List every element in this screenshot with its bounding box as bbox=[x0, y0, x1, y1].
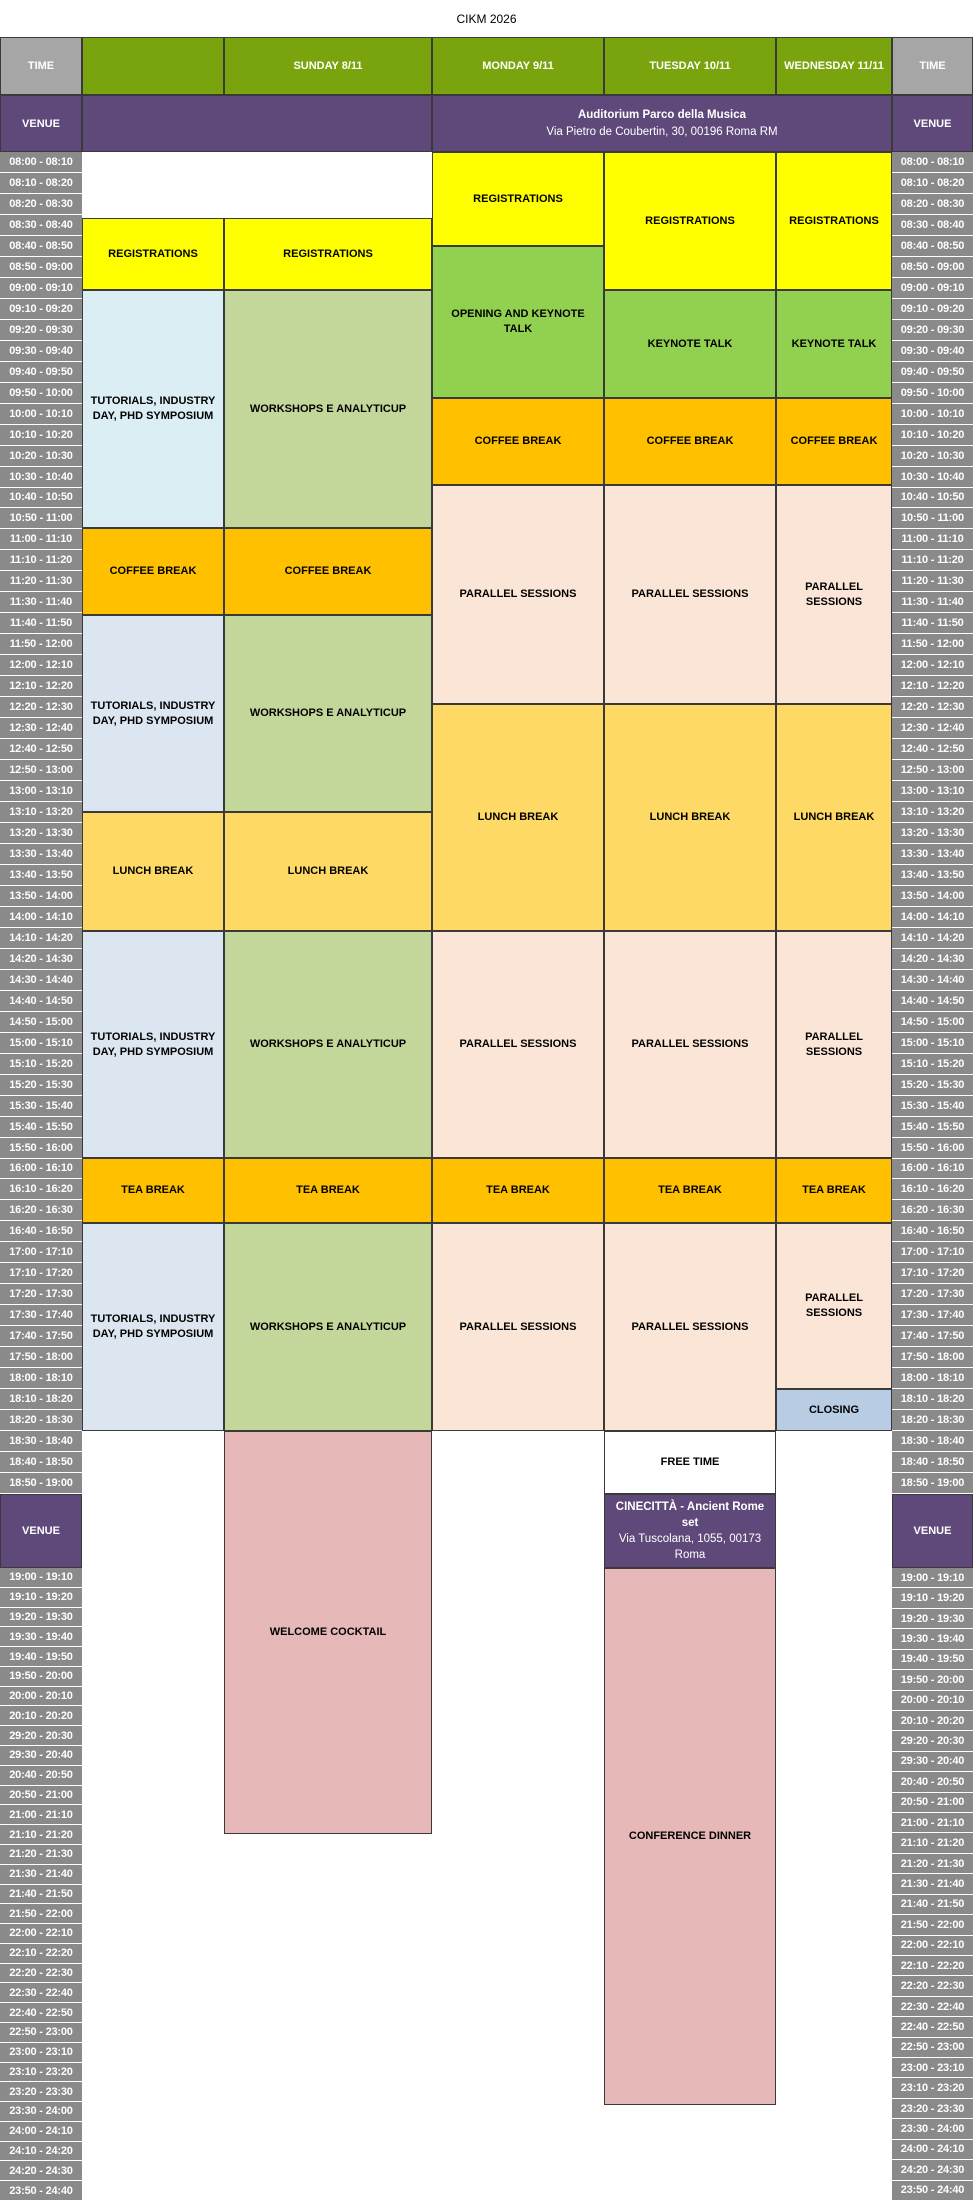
time-slot: 17:40 - 17:50 bbox=[892, 1326, 973, 1347]
mon-tea-break: TEA BREAK bbox=[432, 1158, 604, 1223]
sun-workshops-2: WORKSHOPS E ANALYTICUP bbox=[224, 615, 432, 812]
mon-parallel-2: PARALLEL SESSIONS bbox=[432, 931, 604, 1158]
wed-parallel-1: PARALLEL SESSIONS bbox=[776, 485, 892, 704]
time-slot: 09:50 - 10:00 bbox=[0, 383, 82, 404]
venue-empty-weekend bbox=[82, 95, 432, 152]
time-slot: 13:00 - 13:10 bbox=[892, 781, 973, 802]
time-slot: 10:20 - 10:30 bbox=[0, 446, 82, 467]
time-slot: 23:30 - 24:00 bbox=[0, 2102, 82, 2122]
tue-parallel-2: PARALLEL SESSIONS bbox=[604, 931, 776, 1158]
time-slot: 14:10 - 14:20 bbox=[0, 928, 82, 949]
mon-coffee-break: COFFEE BREAK bbox=[432, 398, 604, 485]
venue-main-address: Via Pietro de Coubertin, 30, 00196 Roma RM bbox=[546, 125, 778, 138]
venue-main bbox=[432, 95, 892, 152]
time-slot: 09:40 - 09:50 bbox=[892, 362, 973, 383]
header-day-monday: MONDAY 9/11 bbox=[432, 37, 604, 95]
time-slot: 15:30 - 15:40 bbox=[892, 1096, 973, 1117]
time-slot: 11:00 - 11:10 bbox=[0, 529, 82, 550]
time-slot: 18:30 - 18:40 bbox=[892, 1431, 973, 1452]
time-slot: 09:30 - 09:40 bbox=[0, 341, 82, 362]
time-slot: 09:00 - 09:10 bbox=[0, 278, 82, 299]
time-slot: 22:40 - 22:50 bbox=[0, 2003, 82, 2023]
time-slot: 11:30 - 11:40 bbox=[892, 592, 973, 613]
time-slot: 14:50 - 15:00 bbox=[0, 1012, 82, 1033]
time-slot: 22:00 - 22:10 bbox=[0, 1924, 82, 1944]
time-slot: 09:20 - 09:30 bbox=[0, 320, 82, 341]
time-slot: 21:30 - 21:40 bbox=[0, 1865, 82, 1885]
wed-tea-break: TEA BREAK bbox=[776, 1158, 892, 1223]
time-slot: 16:10 - 16:20 bbox=[892, 1179, 973, 1200]
time-slot: 12:20 - 12:30 bbox=[0, 697, 82, 718]
time-slot: 16:40 - 16:50 bbox=[892, 1221, 973, 1242]
time-slot: 24:20 - 24:30 bbox=[0, 2161, 82, 2181]
time-slot: 13:00 - 13:10 bbox=[0, 781, 82, 802]
time-slot: 08:30 - 08:40 bbox=[0, 215, 82, 236]
time-slot: 22:50 - 23:00 bbox=[892, 2038, 973, 2058]
header-day-saturday bbox=[82, 37, 224, 95]
time-slot: 13:50 - 14:00 bbox=[0, 886, 82, 907]
time-slot: 24:00 - 24:10 bbox=[892, 2140, 973, 2160]
tue-parallel-1: PARALLEL SESSIONS bbox=[604, 485, 776, 704]
time-slot: 14:20 - 14:30 bbox=[0, 949, 82, 970]
time-slot: 14:50 - 15:00 bbox=[892, 1012, 973, 1033]
time-slot: 08:20 - 08:30 bbox=[0, 194, 82, 215]
time-slot: 14:40 - 14:50 bbox=[892, 991, 973, 1012]
time-slot: 13:40 - 13:50 bbox=[892, 865, 973, 886]
time-slot: 15:00 - 15:10 bbox=[0, 1033, 82, 1054]
blank-early-weekend bbox=[82, 152, 432, 218]
time-slot: 18:20 - 18:30 bbox=[0, 1410, 82, 1431]
venue-dinner-name: CINECITTÀ - Ancient Rome set bbox=[615, 1501, 765, 1529]
time-slot: 11:40 - 11:50 bbox=[0, 613, 82, 634]
time-slot: 16:10 - 16:20 bbox=[0, 1179, 82, 1200]
time-slot: 10:10 - 10:20 bbox=[892, 425, 973, 446]
tue-tea-break: TEA BREAK bbox=[604, 1158, 776, 1223]
time-slot: 18:00 - 18:10 bbox=[0, 1368, 82, 1389]
time-slot: 14:30 - 14:40 bbox=[892, 970, 973, 991]
time-slot: 21:50 - 22:00 bbox=[892, 1915, 973, 1935]
time-slot: 15:50 - 16:00 bbox=[892, 1138, 973, 1159]
sat-lunch-break: LUNCH BREAK bbox=[82, 812, 224, 931]
time-slot: 19:20 - 19:30 bbox=[0, 1608, 82, 1628]
time-slot: 14:00 - 14:10 bbox=[892, 907, 973, 928]
time-slot: 10:40 - 10:50 bbox=[0, 488, 82, 509]
wed-lunch-break: LUNCH BREAK bbox=[776, 704, 892, 931]
time-slot: 20:00 - 20:10 bbox=[0, 1687, 82, 1707]
time-slot: 14:00 - 14:10 bbox=[0, 907, 82, 928]
time-slot: 17:30 - 17:40 bbox=[892, 1305, 973, 1326]
time-slot: 19:20 - 19:30 bbox=[892, 1609, 973, 1629]
time-slot: 10:20 - 10:30 bbox=[892, 446, 973, 467]
time-slot: 19:10 - 19:20 bbox=[0, 1588, 82, 1608]
time-slot: 08:50 - 09:00 bbox=[892, 257, 973, 278]
time-slot: 17:50 - 18:00 bbox=[0, 1347, 82, 1368]
time-slot: 12:00 - 12:10 bbox=[892, 655, 973, 676]
tue-lunch-break: LUNCH BREAK bbox=[604, 704, 776, 931]
wed-parallel-2: PARALLEL SESSIONS bbox=[776, 931, 892, 1158]
time-slot: 16:20 - 16:30 bbox=[892, 1200, 973, 1221]
time-slot: 21:10 - 21:20 bbox=[0, 1825, 82, 1845]
time-slot: 19:00 - 19:10 bbox=[892, 1568, 973, 1588]
time-slot: 15:20 - 15:30 bbox=[0, 1075, 82, 1096]
header-day-sunday: SUNDAY 8/11 bbox=[224, 37, 432, 95]
time-slot: 19:40 - 19:50 bbox=[0, 1647, 82, 1667]
time-slot: 08:40 - 08:50 bbox=[892, 236, 973, 257]
time-slot: 19:00 - 19:10 bbox=[0, 1568, 82, 1588]
time-slot: 21:00 - 21:10 bbox=[0, 1805, 82, 1825]
time-slot: 18:10 - 18:20 bbox=[892, 1389, 973, 1410]
sat-coffee-break: COFFEE BREAK bbox=[82, 528, 224, 615]
time-slot: 21:50 - 22:00 bbox=[0, 1904, 82, 1924]
time-slot: 11:30 - 11:40 bbox=[0, 592, 82, 613]
time-slot: 09:30 - 09:40 bbox=[892, 341, 973, 362]
time-slot: 19:40 - 19:50 bbox=[892, 1650, 973, 1670]
time-slot: 12:00 - 12:10 bbox=[0, 655, 82, 676]
time-slot: 18:50 - 19:00 bbox=[0, 1473, 82, 1494]
time-slot: 12:30 - 12:40 bbox=[0, 718, 82, 739]
time-slot: 11:20 - 11:30 bbox=[0, 571, 82, 592]
time-slot: 10:30 - 10:40 bbox=[0, 467, 82, 488]
venue-main-name: Auditorium Parco della Musica bbox=[577, 108, 747, 121]
time-slot: 23:00 - 23:10 bbox=[892, 2058, 973, 2078]
time-slot: 21:00 - 21:10 bbox=[892, 1813, 973, 1833]
time-slot: 20:50 - 21:00 bbox=[0, 1786, 82, 1806]
time-slot: 10:00 - 10:10 bbox=[892, 404, 973, 425]
time-slot: 22:20 - 22:30 bbox=[0, 1964, 82, 1984]
time-slot: 18:40 - 18:50 bbox=[0, 1452, 82, 1473]
time-slot: 08:00 - 08:10 bbox=[892, 152, 973, 173]
time-slot: 11:10 - 11:20 bbox=[0, 550, 82, 571]
time-slot: 11:20 - 11:30 bbox=[892, 571, 973, 592]
time-slot: 17:20 - 17:30 bbox=[892, 1284, 973, 1305]
time-slot: 15:10 - 15:20 bbox=[892, 1054, 973, 1075]
wed-keynote: KEYNOTE TALK bbox=[776, 290, 892, 398]
time-slot: 22:50 - 23:00 bbox=[0, 2023, 82, 2043]
venue-dinner-address: Via Tuscolana, 1055, 00173 Roma bbox=[618, 1533, 762, 1561]
time-slot: 20:00 - 20:10 bbox=[892, 1691, 973, 1711]
sun-workshops-3: WORKSHOPS E ANALYTICUP bbox=[224, 931, 432, 1158]
time-slot: 12:30 - 12:40 bbox=[892, 718, 973, 739]
tue-parallel-3: PARALLEL SESSIONS bbox=[604, 1223, 776, 1431]
time-slot: 21:40 - 21:50 bbox=[892, 1895, 973, 1915]
sun-workshops-1: WORKSHOPS E ANALYTICUP bbox=[224, 290, 432, 528]
sat-tutorials-2: TUTORIALS, INDUSTRY DAY, PHD SYMPOSIUM bbox=[82, 615, 224, 812]
time-slot: 18:10 - 18:20 bbox=[0, 1389, 82, 1410]
time-slot: 15:10 - 15:20 bbox=[0, 1054, 82, 1075]
time-slot: 11:40 - 11:50 bbox=[892, 613, 973, 634]
time-slot: 20:50 - 21:00 bbox=[892, 1793, 973, 1813]
time-slot: 22:40 - 22:50 bbox=[892, 2017, 973, 2037]
sat-tea-break: TEA BREAK bbox=[82, 1158, 224, 1223]
time-slot: 09:50 - 10:00 bbox=[892, 383, 973, 404]
time-slot: 21:10 - 21:20 bbox=[892, 1833, 973, 1853]
time-slot: 18:40 - 18:50 bbox=[892, 1452, 973, 1473]
wed-closing: CLOSING bbox=[776, 1389, 892, 1431]
time-slot: 19:30 - 19:40 bbox=[892, 1629, 973, 1649]
time-slot: 21:40 - 21:50 bbox=[0, 1885, 82, 1905]
time-slot: 17:00 - 17:10 bbox=[892, 1242, 973, 1263]
time-slot: 17:00 - 17:10 bbox=[0, 1242, 82, 1263]
time-slot: 17:20 - 17:30 bbox=[0, 1284, 82, 1305]
time-slot: 10:50 - 11:00 bbox=[892, 508, 973, 529]
time-slot: 08:20 - 08:30 bbox=[892, 194, 973, 215]
time-slot: 22:30 - 22:40 bbox=[892, 1997, 973, 2017]
time-slot: 08:50 - 09:00 bbox=[0, 257, 82, 278]
time-slot: 22:20 - 22:30 bbox=[892, 1976, 973, 1996]
time-slot: 21:20 - 21:30 bbox=[0, 1845, 82, 1865]
mon-registrations: REGISTRATIONS bbox=[432, 152, 604, 246]
tue-keynote: KEYNOTE TALK bbox=[604, 290, 776, 398]
time-slot: 12:50 - 13:00 bbox=[0, 760, 82, 781]
time-slot: 10:50 - 11:00 bbox=[0, 508, 82, 529]
time-slot: 16:00 - 16:10 bbox=[0, 1159, 82, 1180]
time-slot: 18:00 - 18:10 bbox=[892, 1368, 973, 1389]
time-slot: 19:50 - 20:00 bbox=[892, 1670, 973, 1690]
wed-parallel-3: PARALLEL SESSIONS bbox=[776, 1223, 892, 1389]
sat-tutorials-1: TUTORIALS, INDUSTRY DAY, PHD SYMPOSIUM bbox=[82, 290, 224, 528]
tue-conference-dinner: CONFERENCE DINNER bbox=[604, 1568, 776, 2105]
time-slot: 15:50 - 16:00 bbox=[0, 1138, 82, 1159]
sun-registrations: REGISTRATIONS bbox=[224, 218, 432, 290]
time-slot: 11:50 - 12:00 bbox=[0, 634, 82, 655]
time-slot: 09:20 - 09:30 bbox=[892, 320, 973, 341]
sat-tutorials-3: TUTORIALS, INDUSTRY DAY, PHD SYMPOSIUM bbox=[82, 931, 224, 1158]
venue-label-left: VENUE bbox=[0, 95, 82, 152]
time-slot: 13:20 - 13:30 bbox=[0, 823, 82, 844]
time-slot: 19:50 - 20:00 bbox=[0, 1667, 82, 1687]
time-slot: 12:40 - 12:50 bbox=[892, 739, 973, 760]
time-slot: 23:30 - 24:00 bbox=[892, 2119, 973, 2139]
time-slot: 19:30 - 19:40 bbox=[0, 1627, 82, 1647]
venue-label-left-evening: VENUE bbox=[0, 1494, 82, 1568]
time-slot: 29:20 - 20:30 bbox=[892, 1731, 973, 1751]
sun-tea-break: TEA BREAK bbox=[224, 1158, 432, 1223]
time-slot: 11:10 - 11:20 bbox=[892, 550, 973, 571]
time-slot: 13:30 - 13:40 bbox=[892, 844, 973, 865]
tue-coffee-break: COFFEE BREAK bbox=[604, 398, 776, 485]
header-time-right: TIME bbox=[892, 37, 973, 95]
time-slot: 18:50 - 19:00 bbox=[892, 1473, 973, 1494]
time-slot: 16:00 - 16:10 bbox=[892, 1159, 973, 1180]
time-slot: 21:20 - 21:30 bbox=[892, 1854, 973, 1874]
time-slot: 24:20 - 24:30 bbox=[892, 2160, 973, 2180]
tue-free-time: FREE TIME bbox=[604, 1431, 776, 1494]
time-slot: 24:00 - 24:10 bbox=[0, 2122, 82, 2142]
time-slot: 14:30 - 14:40 bbox=[0, 970, 82, 991]
time-slot: 13:10 - 13:20 bbox=[892, 802, 973, 823]
time-slot: 20:40 - 20:50 bbox=[0, 1766, 82, 1786]
time-slot: 13:50 - 14:00 bbox=[892, 886, 973, 907]
time-slot: 23:20 - 23:30 bbox=[892, 2099, 973, 2119]
time-slot: 14:20 - 14:30 bbox=[892, 949, 973, 970]
time-slot: 11:00 - 11:10 bbox=[892, 529, 973, 550]
wed-registrations: REGISTRATIONS bbox=[776, 152, 892, 290]
mon-opening-keynote: OPENING AND KEYNOTE TALK bbox=[432, 246, 604, 398]
time-slot: 14:40 - 14:50 bbox=[0, 991, 82, 1012]
time-slot: 20:10 - 20:20 bbox=[0, 1706, 82, 1726]
time-slot: 08:00 - 08:10 bbox=[0, 152, 82, 173]
time-slot: 17:40 - 17:50 bbox=[0, 1326, 82, 1347]
time-slot: 29:30 - 20:40 bbox=[0, 1746, 82, 1766]
time-slot: 22:30 - 22:40 bbox=[0, 1983, 82, 2003]
mon-lunch-break: LUNCH BREAK bbox=[432, 704, 604, 931]
time-slot: 15:40 - 15:50 bbox=[892, 1117, 973, 1138]
time-slot: 09:10 - 09:20 bbox=[892, 299, 973, 320]
time-slot: 09:00 - 09:10 bbox=[892, 278, 973, 299]
time-slot: 19:10 - 19:20 bbox=[892, 1588, 973, 1608]
header-day-tuesday: TUESDAY 10/11 bbox=[604, 37, 776, 95]
time-slot: 13:10 - 13:20 bbox=[0, 802, 82, 823]
time-slot: 18:20 - 18:30 bbox=[892, 1410, 973, 1431]
time-slot: 23:50 - 24:40 bbox=[892, 2181, 973, 2201]
time-slot: 17:50 - 18:00 bbox=[892, 1347, 973, 1368]
time-slot: 12:50 - 13:00 bbox=[892, 760, 973, 781]
time-slot: 13:40 - 13:50 bbox=[0, 865, 82, 886]
time-slot: 13:20 - 13:30 bbox=[892, 823, 973, 844]
time-slot: 17:30 - 17:40 bbox=[0, 1305, 82, 1326]
time-slot: 23:10 - 23:20 bbox=[892, 2078, 973, 2098]
sat-tutorials-4: TUTORIALS, INDUSTRY DAY, PHD SYMPOSIUM bbox=[82, 1223, 224, 1431]
time-slot: 12:20 - 12:30 bbox=[892, 697, 973, 718]
sat-registrations: REGISTRATIONS bbox=[82, 218, 224, 290]
time-slot: 14:10 - 14:20 bbox=[892, 928, 973, 949]
time-slot: 18:30 - 18:40 bbox=[0, 1431, 82, 1452]
time-slot: 23:50 - 24:40 bbox=[0, 2181, 82, 2201]
venue-label-right: VENUE bbox=[892, 95, 973, 152]
venue-dinner bbox=[604, 1494, 776, 1568]
venue-label-right-evening: VENUE bbox=[892, 1494, 973, 1568]
sun-workshops-4: WORKSHOPS E ANALYTICUP bbox=[224, 1223, 432, 1431]
sun-welcome-cocktail: WELCOME COCKTAIL bbox=[224, 1431, 432, 1834]
page-title: CIKM 2026 bbox=[0, 0, 973, 37]
time-slot: 22:10 - 22:20 bbox=[0, 1944, 82, 1964]
time-slot: 13:30 - 13:40 bbox=[0, 844, 82, 865]
time-slot: 10:30 - 10:40 bbox=[892, 467, 973, 488]
time-slot: 17:10 - 17:20 bbox=[892, 1263, 973, 1284]
sun-coffee-break: COFFEE BREAK bbox=[224, 528, 432, 615]
mon-parallel-3: PARALLEL SESSIONS bbox=[432, 1223, 604, 1431]
wed-coffee-break: COFFEE BREAK bbox=[776, 398, 892, 485]
time-slot: 08:10 - 08:20 bbox=[892, 173, 973, 194]
mon-parallel-1: PARALLEL SESSIONS bbox=[432, 485, 604, 704]
time-slot: 29:30 - 20:40 bbox=[892, 1752, 973, 1772]
time-slot: 22:00 - 22:10 bbox=[892, 1936, 973, 1956]
header-time-left: TIME bbox=[0, 37, 82, 95]
time-slot: 23:10 - 23:20 bbox=[0, 2063, 82, 2083]
sun-lunch-break: LUNCH BREAK bbox=[224, 812, 432, 931]
time-slot: 12:40 - 12:50 bbox=[0, 739, 82, 760]
time-slot: 23:00 - 23:10 bbox=[0, 2043, 82, 2063]
time-slot: 24:10 - 24:20 bbox=[0, 2142, 82, 2162]
time-slot: 10:00 - 10:10 bbox=[0, 404, 82, 425]
time-slot: 15:30 - 15:40 bbox=[0, 1096, 82, 1117]
time-slot: 20:10 - 20:20 bbox=[892, 1711, 973, 1731]
time-slot: 23:20 - 23:30 bbox=[0, 2082, 82, 2102]
time-slot: 08:40 - 08:50 bbox=[0, 236, 82, 257]
time-slot: 21:30 - 21:40 bbox=[892, 1874, 973, 1894]
time-slot: 12:10 - 12:20 bbox=[892, 676, 973, 697]
time-slot: 08:10 - 08:20 bbox=[0, 173, 82, 194]
time-slot: 20:40 - 20:50 bbox=[892, 1772, 973, 1792]
time-slot: 15:20 - 15:30 bbox=[892, 1075, 973, 1096]
time-slot: 22:10 - 22:20 bbox=[892, 1956, 973, 1976]
time-slot: 08:30 - 08:40 bbox=[892, 215, 973, 236]
time-slot: 09:10 - 09:20 bbox=[0, 299, 82, 320]
time-slot: 16:20 - 16:30 bbox=[0, 1200, 82, 1221]
time-slot: 15:40 - 15:50 bbox=[0, 1117, 82, 1138]
time-slot: 09:40 - 09:50 bbox=[0, 362, 82, 383]
time-slot: 10:10 - 10:20 bbox=[0, 425, 82, 446]
header-day-wednesday: WEDNESDAY 11/11 bbox=[776, 37, 892, 95]
time-slot: 11:50 - 12:00 bbox=[892, 634, 973, 655]
time-slot: 10:40 - 10:50 bbox=[892, 488, 973, 509]
time-slot: 15:00 - 15:10 bbox=[892, 1033, 973, 1054]
time-slot: 12:10 - 12:20 bbox=[0, 676, 82, 697]
tue-registrations: REGISTRATIONS bbox=[604, 152, 776, 290]
time-slot: 17:10 - 17:20 bbox=[0, 1263, 82, 1284]
time-slot: 29:20 - 20:30 bbox=[0, 1726, 82, 1746]
time-slot: 16:40 - 16:50 bbox=[0, 1221, 82, 1242]
